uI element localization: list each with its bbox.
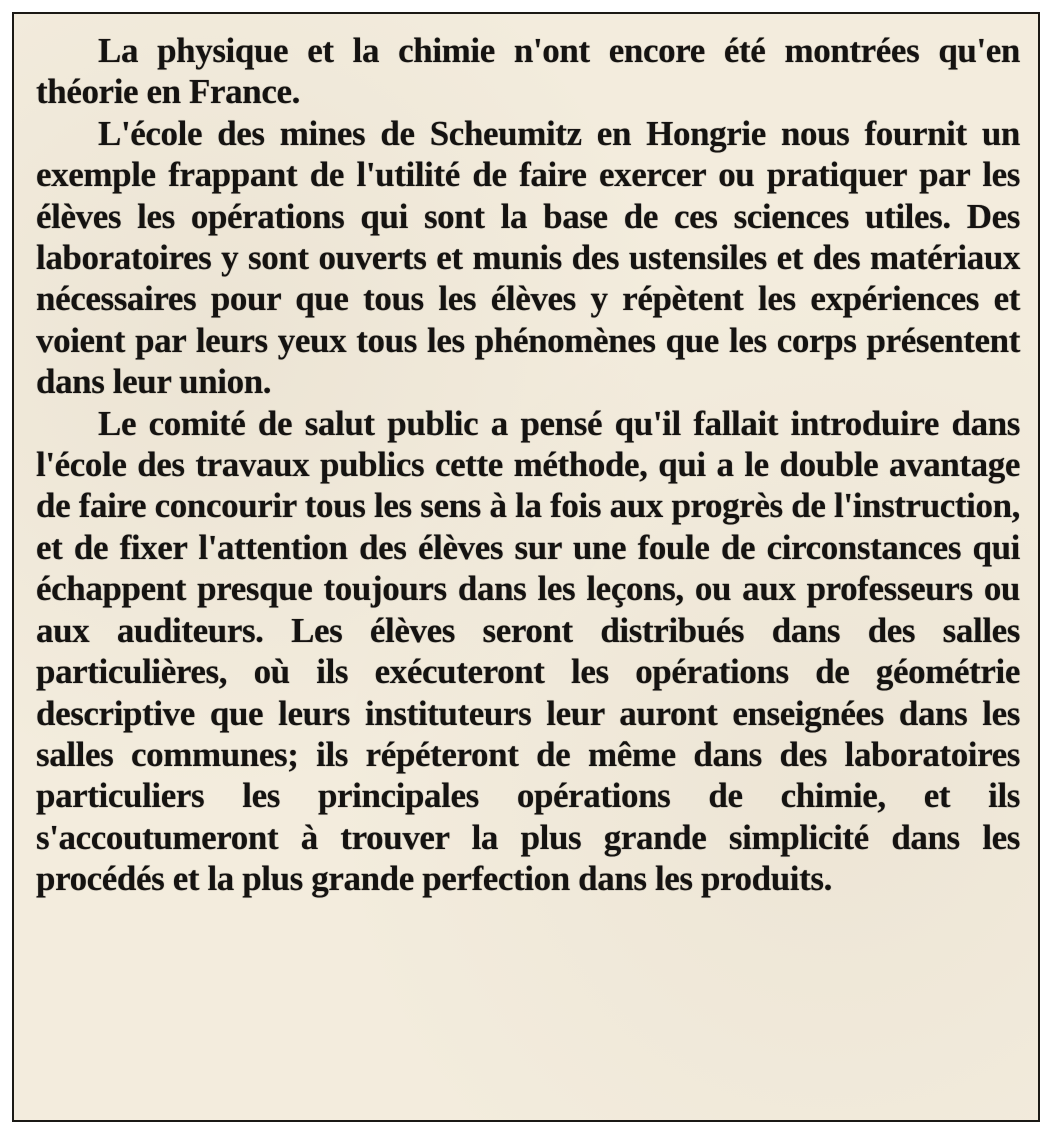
document-text — [36, 30, 1020, 900]
paragraph-2: L'école des mines de Scheumitz en Hongrie nous fournit un exemple frappant de l'utilité de faire exercer ou pratiquer par les élèves les opérations qui sont la base de ces sciences utiles. Des laboratoires y sont ouverts et munis des ustensiles et des matériaux nécessaires pour que tous les élèves y répètent les expériences et voient par leurs yeux tous les phénomènes que les corps présentent dans leur union. — [36, 113, 1020, 402]
paragraph-3: Le comité de salut public a pensé qu'il fallait introduire dans l'école des travaux publics cette méthode, qui a le double avantage de faire concourir tous les sens à la fois aux progrès de l'instruction, et de fixer l'attention des élèves sur une foule de circonstances qui échappent presque toujours dans les leçons, ou aux professeurs ou aux auditeurs. Les élèves seront distribués dans des salles particulières, où ils exécuteront les opérations de géométrie descriptive que leurs instituteurs leur auront enseignées dans les salles communes; ils répéteront de même dans des laboratoires particuliers les principales opérations de chimie, et ils s'accoutumeront à trouver la plus grande simplicité dans les procédés et la plus grande perfection dans les produits. — [36, 403, 1020, 899]
paragraph-1: La physique et la chimie n'ont encore été montrées qu'en théorie en France. — [36, 31, 1020, 112]
document-frame — [12, 12, 1040, 1122]
